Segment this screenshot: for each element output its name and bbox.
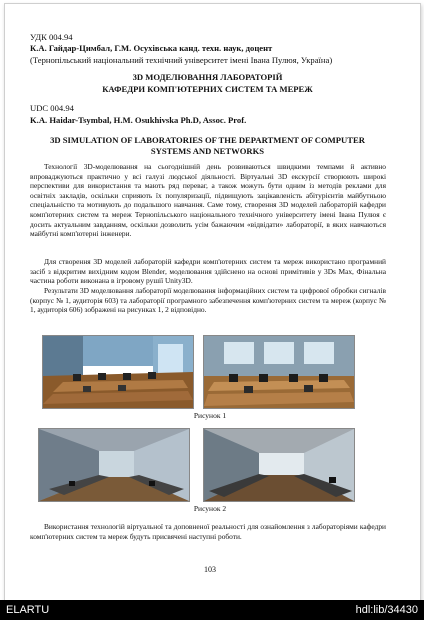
figure-2-right-render: [203, 428, 355, 502]
page-number: 103: [204, 565, 216, 574]
figure-1-right-render: [203, 335, 355, 409]
udc-en: UDC 004.94: [30, 103, 74, 113]
udc-ua: УДК 004.94: [30, 32, 73, 42]
paragraph-conclusion: Використання технологій віртуальної та доповненої реальності для ознайомлення з лабораторіями кафедри комп'ютерних систем та мереж будуть присвячені наступні роботи.: [30, 522, 386, 541]
title-ua-line1: 3D МОДЕЛЮВАННЯ ЛАБОРАТОРІЙ: [132, 72, 283, 82]
paragraph-results: Результати 3D моделювання лабораторії моделювання інформаційних систем та цифрової обробки сигналів (корпус № 1, аудиторія 603) та лабораторії програмного забезпечення комп'ютерних систем та мереж (корпус № 1, аудиторія 606) зображені на рисунках 1, 2 відповідно.: [30, 286, 386, 315]
figure-2-left-render: [38, 428, 190, 502]
affiliation-ua: (Тернопільський національний технічний університет імені Івана Пулюя, Україна): [30, 55, 333, 65]
authors-en: K.A. Haidar-Tsymbal, H.M. Osukhivska Ph.D, Assoc. Prof.: [30, 115, 247, 125]
authors-ua: К.А. Гайдар-Цимбал, Г.М. Осухівська канд. техн. наук, доцент: [30, 43, 273, 53]
paragraph-intro: Технології 3D-моделювання на сьогоднішній день розвиваються швидкими темпами й активно впроваджуються практично у всі галузі людської діяльності. Віртуальні 3D екскурсії створюють широкі перспективи для використання та мають ряд переваг, а також можуть бути одним із методів реклами для освітніх закладів, оскільки сприяють їх популяризації, підвищують зацікавленість абітурієнтів майбутньою спеціальністю та мотивують до подальшого навчання. Саме тому, створення 3D моделей лабораторій кафедри комп'ютерних систем та мереж Тернопільського національного технічного університету імені Івана Пулюя є досить актуальним завданням, оскільки дозволить усім бажаючим «відвідати» лабораторії, в яких навчаються майбутні комп'ютерні інженери.: [30, 162, 386, 239]
figure-1-left-render: [42, 335, 194, 409]
repository-footer: [0, 600, 424, 620]
footer-left-label: ELARTU: [6, 604, 50, 616]
title-ua-line2: КАФЕДРИ КОМП'ЮТЕРНИХ СИСТЕМ ТА МЕРЕЖ: [102, 84, 313, 94]
title-en: 3D SIMULATION OF LABORATORIES OF THE DEPARTMENT OF COMPUTER SYSTEMS AND NETWORKS: [50, 135, 365, 156]
footer-handle-link[interactable]: hdl:lib/34430: [355, 604, 418, 616]
figure-2-caption: Рисунок 2: [193, 504, 227, 513]
paragraph-tools: Для створення 3D моделей лабораторій кафедри комп'ютерних систем та мереж використано програмний засіб з відкритим вихідним кодом Blender, моделювання здійснено на основі примітивів у 3Ds Max, Фінальна частина роботи виконана в ігровому рушії Unity3D.: [30, 257, 386, 286]
figure-1-caption: Рисунок 1: [193, 411, 227, 420]
